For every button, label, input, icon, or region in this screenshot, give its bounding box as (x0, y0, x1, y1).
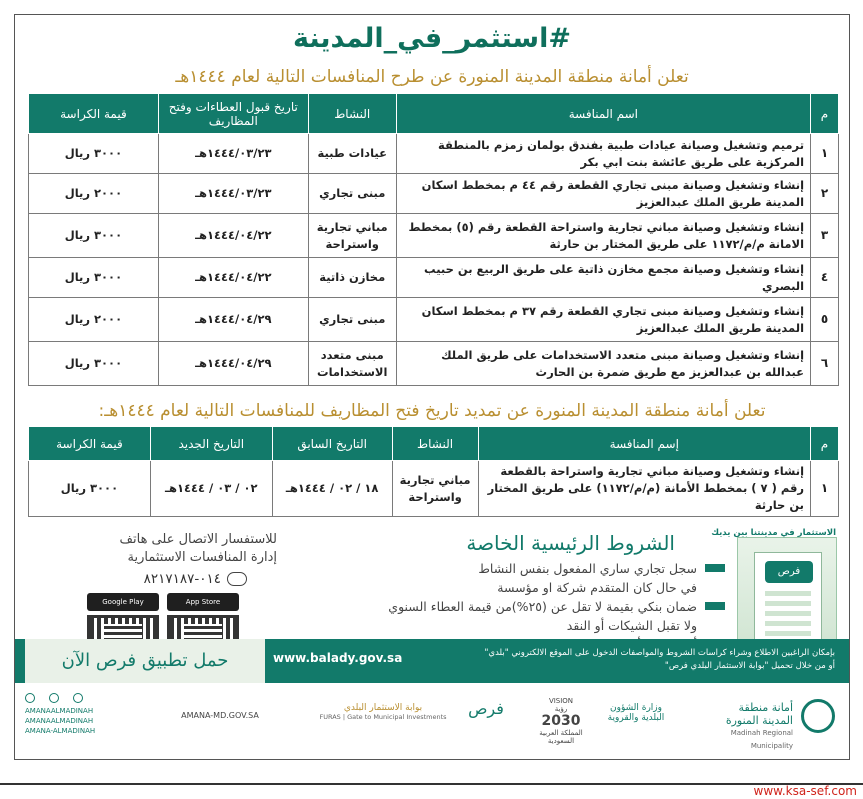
row-price: ٢٠٠٠ ريال (29, 174, 159, 214)
footer-logos (15, 683, 849, 759)
row-activity: مبنى تجاري (308, 298, 396, 342)
condition-text: سجل تجاري ساري المفعول بنفس النشاط (478, 561, 697, 576)
row-date: ١٤٤٤/٠٤/٢٢هـ (158, 258, 308, 298)
row-name: إنشاء وتشغيل وصيانة مبنى تجاري القطعة رقم ٤٤ م بمخطط اسكان المدينة طريق الملك عبدالعزيز (396, 174, 810, 214)
col-num: م (811, 94, 839, 134)
ad-hashtag-title: #استثمر_في_المدينة (293, 23, 571, 54)
bullet-icon (705, 602, 725, 610)
col-new-date: التاريخ الجديد (150, 427, 272, 461)
phone-icon (227, 572, 247, 586)
vision-2030-logo (531, 697, 591, 745)
row-price: ٢٠٠٠ ريال (29, 298, 159, 342)
bottom-divider (0, 783, 863, 785)
table-row (29, 134, 839, 174)
row-activity: مخازن ذاتية (308, 258, 396, 298)
twitter-icon[interactable] (49, 693, 59, 703)
row-date: ١٤٤٤/٠٤/٢٢هـ (158, 214, 308, 258)
col-old-date: التاريخ السابق (272, 427, 392, 461)
row-name: ترميم وتشغيل وصيانة عيادات طبية بفندق بولمان زمزم بالمنطقة المركزية على طريق عائشة بنت ابي بكر (396, 134, 810, 174)
furas-wordmark: فرص (468, 699, 504, 718)
store-badges (37, 593, 277, 611)
social-handle-3[interactable]: AMANA-ALMADINAH (25, 727, 96, 735)
row-name: إنشاء وتشغيل وصيانة مبنى متعدد الاستخدامات على طريق الملك عبدالله بن عبدالعزيز مع طريق ضمرة بن الحارث (396, 342, 810, 386)
amana-name-line-1: أمانة منطقة (738, 701, 793, 714)
table-row (29, 342, 839, 386)
table-row (29, 298, 839, 342)
tenders-table-header (29, 94, 839, 134)
ministry-logo (601, 703, 671, 723)
band-note-line-2: أو من خلال تحميل "بوابة الاستثمار البلدي فرص" (664, 661, 835, 671)
table-row (29, 174, 839, 214)
row-num: ٣ (811, 214, 839, 258)
table-row (29, 214, 839, 258)
row-activity: مبنى متعدد الاستخدامات (308, 342, 396, 386)
vision-label: VISION (548, 697, 574, 705)
col-price: قيمة الكراسة (29, 427, 151, 461)
furas-logo: فرص (765, 561, 813, 583)
condition-text: ولا تقبل الشيكات أو النقد (566, 618, 697, 633)
row-name: إنشاء وتشغيل وصيانة مجمع مخازن ذاتية على طريق الربيع بن حبيب البصري (396, 258, 810, 298)
extension-announcement: تعلن أمانة منطقة المدينة المنورة عن تمديد تاريخ فتح المظاريف للمنافسات التالية لعام ١٤٤٤هـ: (98, 401, 766, 421)
screen-lines (765, 591, 811, 641)
amana-leaf-icon (801, 699, 835, 733)
row-old-date: ١٨ / ٠٢ / ١٤٤٤هـ (272, 461, 392, 517)
contact-note-2: إدارة المنافسات الاستثمارية (127, 550, 277, 565)
row-price: ٣٠٠٠ ريال (29, 134, 159, 174)
bullet-icon (705, 564, 725, 572)
col-price: قيمة الكراسة (29, 94, 159, 134)
contact-note-1: للاستفسار الاتصال على هاتف (119, 532, 277, 547)
social-handle-2[interactable]: AMANAALMADINAH (25, 717, 94, 725)
extension-table (28, 426, 839, 517)
furas-card-tag: الاستثمار في مدينتنا بين يديك (711, 528, 836, 538)
phone-row (37, 571, 277, 587)
social-links (25, 693, 145, 736)
row-name: إنشاء وتشغيل وصيانة مباني تجارية واستراحة القطعة رقم (٥) بمخطط الامانة م/م/١١٧٢ على طريق المختار بن حارثة (396, 214, 810, 258)
phone-screen (754, 552, 822, 648)
investment-portal-logo (313, 703, 453, 721)
condition-item (285, 559, 725, 578)
row-num: ٥ (811, 298, 839, 342)
google-play-badge[interactable]: Google Play (87, 593, 159, 611)
row-activity: مبنى تجاري (308, 174, 396, 214)
condition-item-continued (285, 578, 725, 597)
portal-name-ar: بوابة الاستثمار البلدي (343, 703, 423, 713)
row-num: ٤ (811, 258, 839, 298)
row-price: ٣٠٠٠ ريال (29, 258, 159, 298)
row-new-date: ٠٢ / ٠٣ / ١٤٤٤هـ (150, 461, 272, 517)
amana-logo (695, 701, 835, 753)
tenders-announcement: تعلن أمانة منطقة المدينة المنورة عن طرح المنافسات التالية لعام ١٤٤٤هـ (175, 67, 689, 87)
condition-item (285, 597, 725, 616)
row-date: ١٤٤٤/٠٤/٢٩هـ (158, 298, 308, 342)
extension-table-header (29, 427, 839, 461)
band-note-line-1: بإمكان الراغبين الاطلاع وشراء كراسات الشروط والمواصفات الدخول على الموقع الالكتروني "بلدي" (484, 648, 835, 658)
amana-name-line-2: المدينة المنورة (725, 714, 793, 727)
col-activity: النشاط (392, 427, 478, 461)
condition-text: في حال كان المتقدم شركة او مؤسسة (497, 580, 697, 595)
row-date: ١٤٤٤/٠٣/٢٣هـ (158, 174, 308, 214)
col-name: اسم المنافسة (396, 94, 810, 134)
vision-sub: المملكة العربية السعودية (539, 729, 583, 745)
social-icons (25, 693, 145, 706)
row-num: ١ (811, 134, 839, 174)
row-num: ٢ (811, 174, 839, 214)
download-furas-cta[interactable]: حمل تطبيق فرص الآن (25, 639, 265, 683)
table-row (29, 258, 839, 298)
amana-name-en: Madinah Regional Municipality (730, 729, 793, 750)
furas-app-card (711, 528, 837, 655)
phone-number[interactable]: ٠١٤-٨٢١٧١٨٧ (143, 571, 221, 587)
social-handle-1[interactable]: AMANAALMADINAH (25, 707, 94, 715)
vision-year: 2030 (541, 713, 581, 729)
vision-label-ar: رؤية (554, 705, 568, 713)
ministry-line-2: البلدية والقروية (607, 713, 665, 723)
row-num: ١ (811, 461, 839, 517)
row-name: إنشاء وتشغيل وصيانة مبنى تجاري القطعة رقم ٣٧ م بمخطط اسكان المدينة طريق الملك عبدالعزيز (396, 298, 810, 342)
app-store-badge[interactable]: App Store (167, 593, 239, 611)
advertisement (14, 14, 850, 760)
info-band (15, 639, 849, 683)
condition-item-continued (285, 616, 725, 635)
row-num: ٦ (811, 342, 839, 386)
amana-website[interactable]: AMANA-MD.GOV.SA (181, 711, 259, 720)
row-name: إنشاء وتشغيل وصيانة مباني تجارية واستراحة بالقطعة رقم ( ٧ ) بمخطط الأمانة (م/م/١١٧٢) على طريق المختار بن حارثة (478, 461, 810, 517)
facebook-icon[interactable] (25, 693, 35, 703)
tenders-table (28, 93, 839, 386)
col-name: إسم المنافسة (478, 427, 810, 461)
row-activity: مباني تجارية واستراحة (308, 214, 396, 258)
row-price: ٣٠٠٠ ريال (29, 461, 151, 517)
balady-url[interactable]: www.balady.gov.sa (273, 651, 403, 665)
col-num: م (811, 427, 839, 461)
main-conditions (285, 531, 725, 654)
conditions-title: الشروط الرئيسية الخاصة (466, 531, 675, 555)
col-activity: النشاط (308, 94, 396, 134)
row-date: ١٤٤٤/٠٣/٢٣هـ (158, 134, 308, 174)
row-activity: مباني تجارية واستراحة (392, 461, 478, 517)
row-date: ١٤٤٤/٠٤/٢٩هـ (158, 342, 308, 386)
row-price: ٣٠٠٠ ريال (29, 342, 159, 386)
portal-name-en: FURAS | Gate to Municipal Investments (319, 713, 447, 721)
condition-text: ضمان بنكي بقيمة لا تقل عن (٢٥%)من قيمة العطاء السنوي (388, 599, 697, 614)
row-activity: عيادات طبية (308, 134, 396, 174)
col-date: تاريخ قبول العطاءات وفتح المظاريف (158, 94, 308, 134)
ministry-line-1: وزارة الشؤون (610, 703, 662, 713)
source-watermark[interactable]: www.ksa-sef.com (753, 784, 857, 798)
band-note (415, 647, 835, 673)
row-price: ٣٠٠٠ ريال (29, 214, 159, 258)
table-row (29, 461, 839, 517)
youtube-icon[interactable] (73, 693, 83, 703)
